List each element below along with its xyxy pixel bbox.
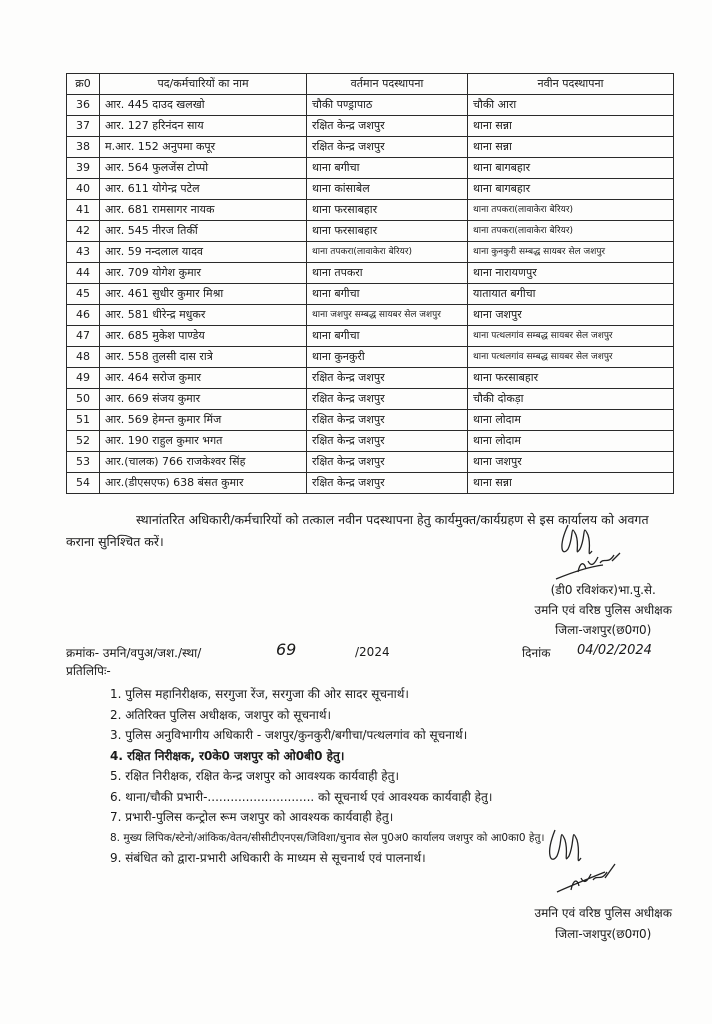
name-cell: आर. 190 राहुल कुमार भगत bbox=[100, 431, 307, 452]
current-posting-cell: थाना कुनकुरी bbox=[307, 347, 468, 368]
new-posting-cell: थाना लोदाम bbox=[468, 410, 674, 431]
serial-cell: 50 bbox=[67, 389, 100, 410]
table-row bbox=[67, 284, 674, 305]
table-row bbox=[67, 368, 674, 389]
serial-cell: 42 bbox=[67, 221, 100, 242]
serial-cell: 41 bbox=[67, 200, 100, 221]
new-posting-cell: थाना फरसाबहार bbox=[468, 368, 674, 389]
copy-to-item: 3. पुलिस अनुविभागीय अधिकारी - जशपुर/कुनकुरी/बगीचा/पत्थलगांव को सूचनार्थ। bbox=[110, 728, 468, 742]
new-posting-cell: थाना जशपुर bbox=[468, 452, 674, 473]
header-name: पद/कर्मचारियों का नाम bbox=[100, 74, 307, 95]
current-posting-cell: थाना बगीचा bbox=[307, 284, 468, 305]
serial-cell: 46 bbox=[67, 305, 100, 326]
current-posting-cell: रक्षित केन्द्र जशपुर bbox=[307, 410, 468, 431]
table-row bbox=[67, 95, 674, 116]
name-cell: आर. 685 मुकेश पाण्डेय bbox=[100, 326, 307, 347]
serial-cell: 39 bbox=[67, 158, 100, 179]
new-posting-cell: थाना सन्ना bbox=[468, 137, 674, 158]
reference-prefix: क्रमांक- उमनि/वपुअ/जश./स्था/ bbox=[66, 646, 202, 660]
name-cell: आर. 709 योगेश कुमार bbox=[100, 263, 307, 284]
serial-cell: 49 bbox=[67, 368, 100, 389]
table-row bbox=[67, 200, 674, 221]
current-posting-cell: थाना जशपुर सम्बद्ध सायबर सेल जशपुर bbox=[307, 305, 468, 326]
reference-year: /2024 bbox=[355, 645, 390, 659]
new-posting-cell: थाना बागबहार bbox=[468, 179, 674, 200]
current-posting-cell: थाना तपकरा(लावाकेरा बेरियर) bbox=[307, 242, 468, 263]
table-row bbox=[67, 326, 674, 347]
current-posting-cell: रक्षित केन्द्र जशपुर bbox=[307, 116, 468, 137]
new-posting-cell: थाना पत्थलगांव सम्बद्ध सायबर सेल जशपुर bbox=[468, 347, 674, 368]
name-cell: म.आर. 152 अनुपमा कपूर bbox=[100, 137, 307, 158]
serial-cell: 52 bbox=[67, 431, 100, 452]
new-posting-cell: थाना कुनकुरी सम्बद्ध सायबर सेल जशपुर bbox=[468, 242, 674, 263]
name-cell: आर. 59 नन्दलाल यादव bbox=[100, 242, 307, 263]
current-posting-cell: रक्षित केन्द्र जशपुर bbox=[307, 473, 468, 494]
serial-cell: 37 bbox=[67, 116, 100, 137]
signatory2-district: जिला-जशपुर(छ0ग0) bbox=[555, 927, 652, 941]
copy-to-item: 9. संबंधित को द्वारा-प्रभारी अधिकारी के माध्यम से सूचनार्थ एवं पालनार्थ। bbox=[110, 851, 426, 865]
date-label: दिनांक bbox=[522, 646, 551, 660]
serial-cell: 40 bbox=[67, 179, 100, 200]
table-row bbox=[67, 473, 674, 494]
current-posting-cell: थाना फरसाबहार bbox=[307, 200, 468, 221]
copy-to-item: 4. रक्षित निरीक्षक, र0के0 जशपुर को ओ0बी0 हेतु। bbox=[110, 748, 345, 763]
new-posting-cell: थाना पत्थलगांव सम्बद्ध सायबर सेल जशपुर bbox=[468, 326, 674, 347]
signatory-district: जिला-जशपुर(छ0ग0) bbox=[555, 623, 652, 637]
copy-to-item: 7. प्रभारी-पुलिस कन्ट्रोल रूम जशपुर को आवश्यक कार्यवाही हेतु। bbox=[110, 810, 394, 824]
new-posting-cell: थाना सन्ना bbox=[468, 473, 674, 494]
new-posting-cell: थाना नारायणपुर bbox=[468, 263, 674, 284]
serial-cell: 45 bbox=[67, 284, 100, 305]
serial-cell: 48 bbox=[67, 347, 100, 368]
current-posting-cell: रक्षित केन्द्र जशपुर bbox=[307, 452, 468, 473]
serial-cell: 51 bbox=[67, 410, 100, 431]
name-cell: आर. 461 सुधीर कुमार मिश्रा bbox=[100, 284, 307, 305]
serial-cell: 36 bbox=[67, 95, 100, 116]
copy-to-item: 8. मुख्य लिपिक/स्टेनो/आंकिक/वेतन/सीसीटीएनएस/जिविशा/चुनाव सेल पु0अ0 कार्यालय जशपुर को आ0का0 हेतु। bbox=[110, 831, 545, 844]
signatory-name: (डी0 रविशंकर)भा.पु.से. bbox=[550, 583, 656, 597]
table-row bbox=[67, 116, 674, 137]
new-posting-cell: थाना बागबहार bbox=[468, 158, 674, 179]
table-row bbox=[67, 158, 674, 179]
new-posting-cell: चौकी दोकड़ा bbox=[468, 389, 674, 410]
serial-cell: 53 bbox=[67, 452, 100, 473]
name-cell: आर. 669 संजय कुमार bbox=[100, 389, 307, 410]
current-posting-cell: थाना कांसाबेल bbox=[307, 179, 468, 200]
current-posting-cell: थाना बगीचा bbox=[307, 326, 468, 347]
transfer-table bbox=[66, 73, 674, 494]
signature-image bbox=[548, 517, 628, 587]
table-row bbox=[67, 410, 674, 431]
serial-cell: 44 bbox=[67, 263, 100, 284]
new-posting-cell: थाना तपकरा(लावाकेरा बेरियर) bbox=[468, 200, 674, 221]
signatory-designation: उमनि एवं वरिष्ठ पुलिस अधीक्षक bbox=[534, 603, 672, 617]
name-cell: आर. 464 सरोज कुमार bbox=[100, 368, 307, 389]
name-cell: आर. 564 फुलजेंस टोप्पो bbox=[100, 158, 307, 179]
copy-to-label: प्रतिलिपिः- bbox=[66, 664, 111, 678]
serial-cell: 47 bbox=[67, 326, 100, 347]
copy-to-item: 2. अतिरिक्त पुलिस अधीक्षक, जशपुर को सूचनार्थ। bbox=[110, 707, 332, 722]
new-posting-cell: चौकी आरा bbox=[468, 95, 674, 116]
new-posting-cell: यातायात बगीचा bbox=[468, 284, 674, 305]
name-cell: आर.(डीएसएफ) 638 बंसत कुमार bbox=[100, 473, 307, 494]
copy-to-item: 1. पुलिस महानिरीक्षक, सरगुजा रेंज, सरगुजा की ओर सादर सूचनार्थ। bbox=[110, 687, 409, 701]
table-row bbox=[67, 137, 674, 158]
name-cell: आर. 681 रामसागर नायक bbox=[100, 200, 307, 221]
signatory2-designation: उमनि एवं वरिष्ठ पुलिस अधीक्षक bbox=[534, 906, 672, 920]
serial-cell: 54 bbox=[67, 473, 100, 494]
table-row bbox=[67, 347, 674, 368]
current-posting-cell: थाना फरसाबहार bbox=[307, 221, 468, 242]
signatory-block-2 bbox=[535, 903, 673, 945]
current-posting-cell: चौकी पण्ड्रापाठ bbox=[307, 95, 468, 116]
current-posting-cell: थाना तपकरा bbox=[307, 263, 468, 284]
instruction-text: स्थानांतरित अधिकारी/कर्मचारियों को तत्काल नवीन पदस्थापना हेतु कार्यमुक्त/कार्यग्रहण से इस कार्यालय को अवगत कराना सुनिश्चित करें। bbox=[66, 512, 649, 549]
table-row bbox=[67, 452, 674, 473]
new-posting-cell: थाना लोदाम bbox=[468, 431, 674, 452]
new-posting-cell: थाना सन्ना bbox=[468, 116, 674, 137]
copy-to-item: 5. रक्षित निरीक्षक, रक्षित केन्द्र जशपुर को आवश्यक कार्यवाही हेतु। bbox=[110, 769, 400, 783]
new-posting-cell: थाना जशपुर bbox=[468, 305, 674, 326]
header-current-posting: वर्तमान पदस्थापना bbox=[307, 74, 468, 95]
table-row bbox=[67, 305, 674, 326]
table-header-row bbox=[67, 74, 674, 95]
serial-cell: 43 bbox=[67, 242, 100, 263]
header-new-posting: नवीन पदस्थापना bbox=[468, 74, 674, 95]
signature-image-2 bbox=[535, 820, 635, 910]
current-posting-cell: रक्षित केन्द्र जशपुर bbox=[307, 368, 468, 389]
table-row bbox=[67, 431, 674, 452]
name-cell: आर. 545 नीरज तिर्की bbox=[100, 221, 307, 242]
name-cell: आर. 611 योगेन्द्र पटेल bbox=[100, 179, 307, 200]
header-serial: क्र0 bbox=[67, 74, 100, 95]
name-cell: आर. 445 दाउद खलखो bbox=[100, 95, 307, 116]
copy-to-item: 6. थाना/चौकी प्रभारी-............................ को सूचनार्थ एवं आवश्यक कार्यवाही हेतु। bbox=[110, 789, 493, 804]
signatory-block bbox=[535, 580, 673, 640]
name-cell: आर. 127 हरिनंदन साय bbox=[100, 116, 307, 137]
current-posting-cell: रक्षित केन्द्र जशपुर bbox=[307, 389, 468, 410]
current-posting-cell: थाना बगीचा bbox=[307, 158, 468, 179]
table-row bbox=[67, 179, 674, 200]
table-row bbox=[67, 221, 674, 242]
copy-to-list bbox=[110, 684, 544, 869]
name-cell: आर. 581 धीरेन्द्र मधुकर bbox=[100, 305, 307, 326]
current-posting-cell: रक्षित केन्द्र जशपुर bbox=[307, 137, 468, 158]
reference-number: 69 bbox=[276, 640, 297, 659]
table-row bbox=[67, 242, 674, 263]
name-cell: आर. 569 हेमन्त कुमार मिंज bbox=[100, 410, 307, 431]
table-row bbox=[67, 389, 674, 410]
current-posting-cell: रक्षित केन्द्र जशपुर bbox=[307, 431, 468, 452]
serial-cell: 38 bbox=[67, 137, 100, 158]
name-cell: आर. 558 तुलसी दास रात्रे bbox=[100, 347, 307, 368]
table-row bbox=[67, 263, 674, 284]
date-value: 04/02/2024 bbox=[577, 643, 652, 658]
name-cell: आर.(चालक) 766 राजकेश्वर सिंह bbox=[100, 452, 307, 473]
new-posting-cell: थाना तपकरा(लावाकेरा बेरियर) bbox=[468, 221, 674, 242]
